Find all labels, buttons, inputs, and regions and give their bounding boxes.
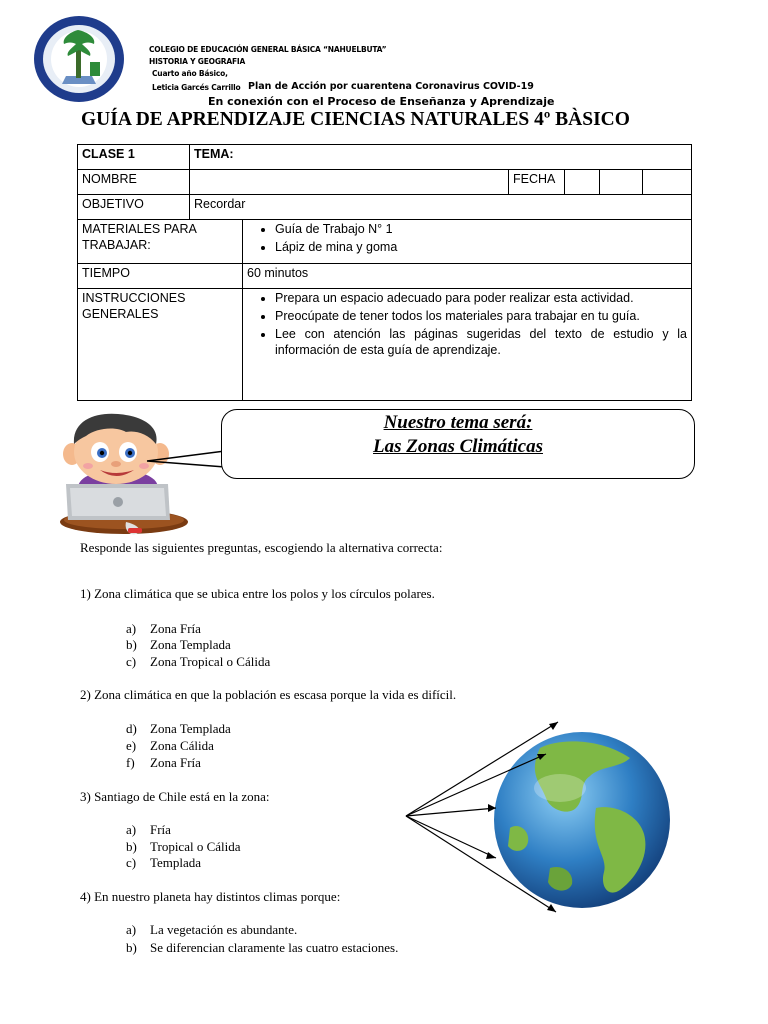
question-3-option-b[interactable] [126, 839, 241, 855]
option-letter: d) [126, 721, 137, 736]
option-text: Se diferencian claramente las cuatro estaciones. [150, 940, 399, 955]
materiales-list [253, 221, 687, 255]
activity-instructions: Responde las siguientes preguntas, escogiendo la alternativa correcta: [80, 540, 443, 555]
materiales-label: MATERIALES PARA TRABAJAR: [78, 220, 243, 264]
boy-laptop-icon [56, 410, 192, 545]
option-text: Tropical o Cálida [150, 839, 241, 854]
option-text: Zona Fría [150, 755, 201, 770]
option-text: Fría [150, 822, 171, 837]
option-text: Zona Templada [150, 637, 231, 652]
teacher-name: Leticia Garcés Carrillo [152, 83, 241, 92]
question-1-option-c[interactable] [126, 654, 270, 670]
school-logo [32, 14, 126, 104]
nombre-field[interactable] [190, 170, 509, 195]
question-3: 3) Santiago de Chile está en la zona: [80, 789, 270, 804]
list-item: • Lápiz de mina y goma [275, 239, 687, 255]
option-letter: c) [126, 855, 137, 870]
instrucciones-list [253, 290, 687, 358]
fecha-month-field[interactable] [600, 170, 643, 195]
option-letter: e) [126, 738, 137, 753]
option-letter: f) [126, 755, 135, 770]
grade-level: Cuarto año Básico, [152, 69, 228, 78]
plan-title: Plan de Acción por cuarentena Coronavirus COVID-19 [248, 81, 534, 92]
table-row-materiales [78, 220, 692, 264]
table-row-tiempo [78, 264, 692, 289]
instrucciones-list-cell [243, 289, 692, 401]
option-letter: b) [126, 637, 137, 652]
question-3-option-c[interactable] [126, 855, 201, 871]
tema-label: TEMA: [190, 145, 692, 170]
globe-climate-zones-illustration [400, 718, 680, 918]
objetivo-label: OBJETIVO [78, 195, 190, 220]
option-letter: a) [126, 822, 137, 837]
option-letter: a) [126, 621, 137, 636]
bubble-line-2: Las Zonas Climáticas [373, 436, 543, 457]
page-title: GUÍA DE APRENDIZAJE CIENCIAS NATURALES 4º BÀSICO [81, 109, 630, 130]
globe-icon [494, 732, 670, 908]
boy-with-laptop-illustration [56, 410, 192, 545]
question-2: 2) Zona climática en que la población es escasa porque la vida es difícil. [80, 687, 457, 702]
option-text: Zona Tropical o Cálida [150, 654, 271, 669]
question-3-option-a[interactable] [126, 822, 171, 838]
table-row-nombre [78, 170, 692, 195]
option-letter: a) [126, 922, 137, 937]
bubble-line-1: Nuestro tema será: [383, 412, 533, 433]
list-item: • Guía de Trabajo N° 1 [275, 221, 687, 237]
objetivo-value: Recordar [190, 195, 692, 220]
question-4: 4) En nuestro planeta hay distintos climas porque: [80, 889, 341, 904]
school-name: COLEGIO DE EDUCACIÓN GENERAL BÁSICA “NAHUELBUTA” [149, 45, 387, 54]
question-2-option-f[interactable] [126, 755, 201, 771]
question-1-option-a[interactable] [126, 621, 201, 637]
info-table [77, 144, 692, 401]
option-letter: b) [126, 940, 137, 955]
option-text: La vegetación es abundante. [150, 922, 298, 937]
option-text: Zona Templada [150, 721, 231, 736]
question-4-option-a[interactable] [126, 922, 297, 938]
nombre-label: NOMBRE [78, 170, 190, 195]
list-item: • Prepara un espacio adecuado para poder realizar esta actividad. [275, 290, 687, 306]
topic-speech-bubble [221, 409, 695, 479]
question-1-option-b[interactable] [126, 637, 231, 653]
list-item: • Lee con atención las páginas sugeridas del texto de estudio y la información de esta guía de aprendizaje. [275, 326, 687, 358]
table-row-objetivo [78, 195, 692, 220]
materiales-list-cell [243, 220, 692, 264]
list-item: • Preocúpate de tener todos los materiales para trabajar en tu guía. [275, 308, 687, 324]
question-2-option-d[interactable] [126, 721, 231, 737]
subject-name: HISTORIA Y GEOGRAFIA [149, 57, 246, 66]
fecha-label: FECHA [509, 170, 565, 195]
instrucciones-label: INSTRUCCIONES GENERALES [78, 289, 243, 401]
fecha-year-field[interactable] [643, 170, 692, 195]
option-text: Templada [150, 855, 202, 870]
clase-label: CLASE 1 [78, 145, 190, 170]
question-1: 1) Zona climática que se ubica entre los polos y los círculos polares. [80, 586, 435, 601]
question-2-option-e[interactable] [126, 738, 214, 754]
school-logo-icon [32, 14, 126, 104]
question-4-option-b[interactable] [126, 940, 398, 956]
page-subtitle: En conexión con el Proceso de Enseñanza y Aprendizaje [208, 95, 555, 108]
option-letter: c) [126, 654, 137, 669]
tiempo-value: 60 minutos [243, 264, 692, 289]
option-text: Zona Fría [150, 621, 201, 636]
table-row-instrucciones [78, 289, 692, 401]
tiempo-label: TIEMPO [78, 264, 243, 289]
table-row-clase [78, 145, 692, 170]
option-letter: b) [126, 839, 137, 854]
fecha-day-field[interactable] [565, 170, 600, 195]
option-text: Zona Cálida [150, 738, 214, 753]
